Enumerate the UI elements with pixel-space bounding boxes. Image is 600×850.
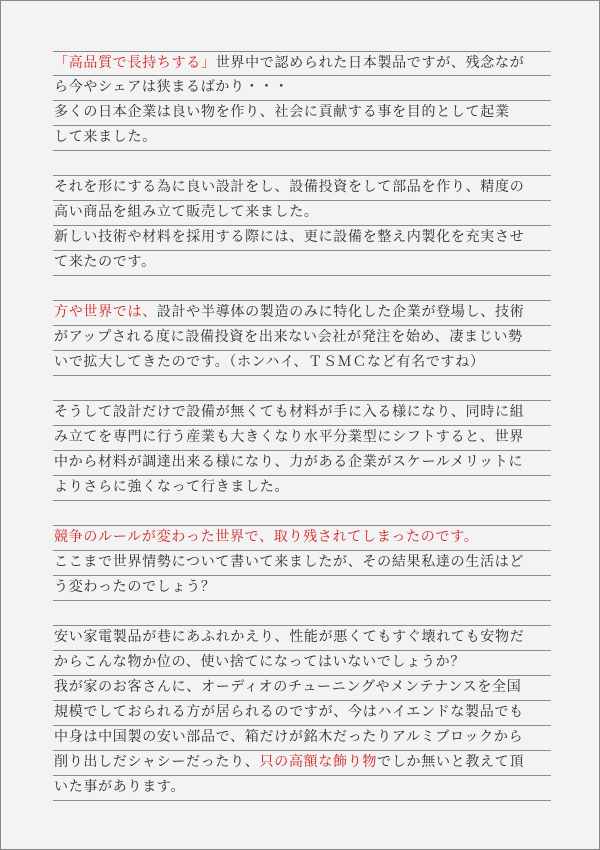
line-text: 多くの日本企業は良い物を作り、社会に貢献する事を目的として起業 bbox=[54, 104, 510, 120]
text-line-6 bbox=[53, 176, 551, 201]
blank-line bbox=[53, 376, 551, 401]
text-line-21 bbox=[53, 551, 551, 576]
text-line-28 bbox=[53, 726, 551, 751]
text-line-9 bbox=[53, 251, 551, 276]
text-line-16 bbox=[53, 426, 551, 451]
text-line-15 bbox=[53, 401, 551, 426]
line-text: ここまで世界情勢について書いて来ましたが、その結果私達の生活はど bbox=[54, 554, 525, 570]
highlight-text: 「高品質で長持ちする」 bbox=[54, 55, 216, 71]
blank-line bbox=[53, 601, 551, 626]
text-line-3 bbox=[53, 101, 551, 126]
text-line-4 bbox=[53, 126, 551, 151]
line-text: がアップされる度に設備投資を出来ない会社が発注を始め、凄まじい勢 bbox=[54, 329, 523, 345]
line-text: 中身は中国製の安い部品で、箱だけが銘木だったりアルミブロックから bbox=[54, 729, 524, 745]
line-text: いで拡大してきたのです。（ホンハイ、ＴＳＭＣなど有名ですね） bbox=[54, 354, 485, 370]
text-line-17 bbox=[53, 451, 551, 476]
line-text: み立てを専門に行う産業も大きくなり水平分業型にシフトすると、世界 bbox=[54, 429, 524, 445]
text-line-7 bbox=[53, 201, 551, 226]
line-text-tail: でしか無いと教えて頂 bbox=[377, 754, 525, 770]
line-text: 世界中で認められた日本製品ですが、残念なが bbox=[215, 55, 525, 71]
text-line-2 bbox=[53, 76, 551, 101]
line-text: いた事があります。 bbox=[54, 779, 186, 795]
text-line-11 bbox=[53, 301, 551, 326]
line-text: 新しい技術や材料を採用する際には、更に設備を整え内製化を充実させ bbox=[54, 229, 525, 245]
text-line-29 bbox=[53, 751, 551, 776]
text-line-13 bbox=[53, 351, 551, 376]
text-line-30 bbox=[53, 776, 551, 801]
highlight-text: 方や世界では、 bbox=[54, 304, 157, 320]
line-text: 規模でしておられる方が居られるのですが、今はハイエンドな製品でも bbox=[54, 704, 524, 720]
blank-line bbox=[53, 151, 551, 176]
text-line-24 bbox=[53, 626, 551, 651]
line-text: それを形にする為に良い設計をし、設備投資をして部品を作り、精度の bbox=[54, 179, 525, 195]
line-text: よりさらに強くなって行きました。 bbox=[54, 479, 290, 495]
highlight-text: 競争のルールが変わった世界で、取り残されてしまったのです。 bbox=[54, 529, 479, 545]
blank-line bbox=[53, 501, 551, 526]
text-line-25 bbox=[53, 651, 551, 676]
highlight-text: 只の高額な飾り物 bbox=[259, 754, 378, 770]
line-text: 削り出しだシャシーだったり、 bbox=[54, 754, 260, 770]
text-line-20 bbox=[53, 526, 551, 551]
text-column bbox=[53, 51, 551, 801]
line-text: 安い家電製品が巷にあふれかえり、性能が悪くてもすぐ壊れても安物だ bbox=[54, 629, 525, 645]
text-line-8 bbox=[53, 226, 551, 251]
line-text: 設計や半導体の製造のみに特化した企業が登場し、技術 bbox=[156, 304, 525, 320]
line-text: 我が家のお客さんに、オーディオのチューニングやメンテナンスを全国 bbox=[54, 679, 522, 695]
text-line-22 bbox=[53, 576, 551, 601]
line-text: う変わったのでしょう？ bbox=[54, 579, 216, 595]
line-text: 高い商品を組み立て販売して来ました。 bbox=[54, 204, 319, 220]
text-line-27 bbox=[53, 701, 551, 726]
line-text: そうして設計だけで設備が無くても材料が手に入る様になり、同時に組 bbox=[54, 404, 525, 420]
text-line-12 bbox=[53, 326, 551, 351]
line-text: からこんな物か位の、使い捨てになってはいないでしょうか？ bbox=[54, 654, 466, 670]
line-text: ら今やシェアは狭まるばかり・・・ bbox=[54, 79, 289, 95]
text-line-18 bbox=[53, 476, 551, 501]
line-text: 中から材料が調達出来る様になり、力がある企業がスケールメリットに bbox=[54, 454, 524, 470]
line-text: て来たのです。 bbox=[54, 254, 156, 270]
blank-line bbox=[53, 276, 551, 301]
text-line-1 bbox=[53, 51, 551, 76]
line-text: して来ました。 bbox=[54, 129, 157, 145]
text-line-26 bbox=[53, 676, 551, 701]
